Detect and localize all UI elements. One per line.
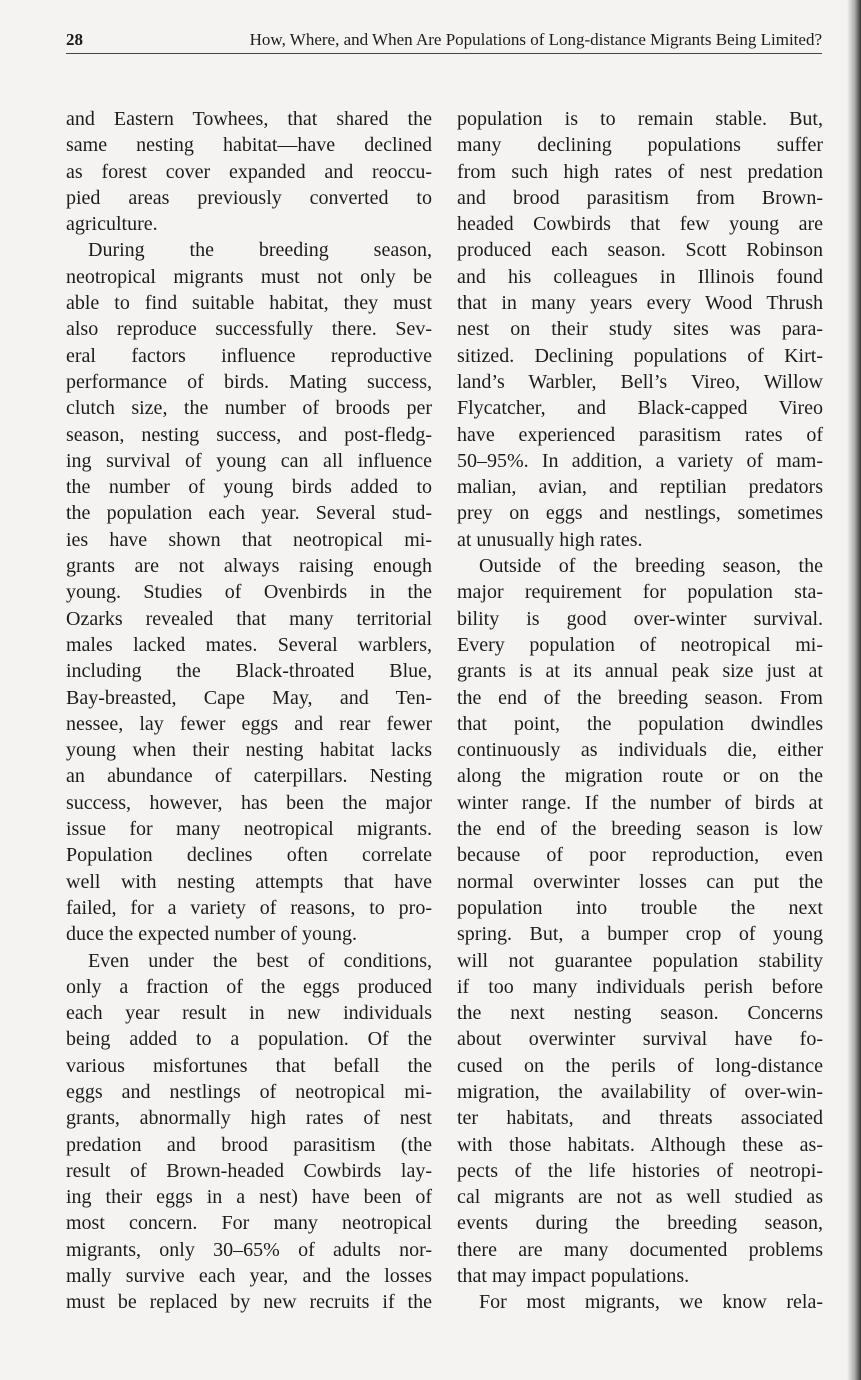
running-title: How, Where, and When Are Populations of Long-distance Migrants Being Limited? — [249, 30, 822, 49]
text-line: produced each season. Scott Robinson — [457, 239, 823, 262]
text-line: Even under the best of conditions, — [88, 949, 432, 972]
text-line: an abundance of caterpillars. Nesting — [66, 765, 432, 788]
text-line: many declining populations suffer — [457, 134, 823, 157]
text-line: Outside of the breeding season, the — [479, 555, 823, 578]
text-line: Every population of neotropical mi- — [457, 633, 823, 656]
text-line: must be replaced by new recruits if the — [66, 1291, 432, 1314]
left-text-column — [66, 106, 432, 1316]
page-edge-shadow — [847, 0, 861, 1380]
text-line: headed Cowbirds that few young are — [457, 213, 823, 236]
text-line: agriculture. — [66, 213, 158, 236]
text-line: same nesting habitat—have declined — [66, 134, 432, 157]
text-line: only a fraction of the eggs produced — [66, 975, 432, 998]
text-line: During the breeding season, — [88, 239, 432, 262]
text-line: mally survive each year, and the losses — [66, 1265, 432, 1288]
text-line: the end of the breeding season. From — [457, 686, 823, 709]
text-line: migration, the availability of over-win- — [457, 1080, 823, 1103]
text-line: that may impact populations. — [457, 1265, 690, 1288]
text-line: sitized. Declining populations of Kirt- — [457, 344, 823, 367]
text-line: neotropical migrants must not only be — [66, 265, 432, 288]
text-line: population into trouble the next — [457, 896, 823, 919]
text-line: from such high rates of nest predation — [457, 160, 823, 183]
text-line: will not guarantee population stability — [457, 949, 823, 972]
text-line: the end of the breeding season is low — [457, 818, 823, 841]
text-line: 50–95%. In addition, a variety of mam- — [457, 449, 823, 472]
text-line: Bay-breasted, Cape May, and Ten- — [66, 686, 432, 709]
text-line: and his colleagues in Illinois found — [457, 265, 823, 288]
text-line: well with nesting attempts that have — [66, 870, 432, 893]
text-line: Population declines often correlate — [66, 844, 432, 867]
text-line: pied areas previously converted to — [66, 186, 432, 209]
text-line: grants are not always raising enough — [66, 555, 432, 578]
text-line: have experienced parasitism rates of — [457, 423, 823, 446]
text-line: ter habitats, and threats associated — [457, 1107, 823, 1130]
text-line: about overwinter survival have fo- — [457, 1028, 823, 1051]
text-line: most concern. For many neotropical — [66, 1212, 432, 1235]
text-line: able to find suitable habitat, they must — [66, 292, 432, 315]
text-line: each year result in new individuals — [66, 1002, 432, 1025]
text-line: Flycatcher, and Black-capped Vireo — [457, 397, 823, 420]
text-line: success, however, has been the major — [66, 791, 432, 814]
text-line: failed, for a variety of reasons, to pro- — [66, 896, 432, 919]
text-line: winter range. If the number of birds at — [457, 791, 823, 814]
text-line: performance of birds. Mating success, — [66, 370, 432, 393]
text-line: For most migrants, we know rela- — [479, 1291, 823, 1314]
text-line: events during the breeding season, — [457, 1212, 823, 1235]
text-line: normal overwinter losses can put the — [457, 870, 823, 893]
text-line: if too many individuals perish before — [457, 975, 823, 998]
text-line: eral factors influence reproductive — [66, 344, 432, 367]
text-line: and Eastern Towhees, that shared the — [66, 108, 432, 130]
text-line: there are many documented problems — [457, 1238, 823, 1261]
text-line: the number of young birds added to — [66, 476, 432, 499]
text-line: with those habitats. Although these as- — [457, 1133, 823, 1156]
text-line: the population each year. Several stud- — [66, 502, 432, 525]
text-line: spring. But, a bumper crop of young — [457, 923, 823, 946]
text-line: grants is at its annual peak size just at — [457, 660, 823, 683]
text-line: and brood parasitism from Brown- — [457, 186, 823, 209]
text-line: because of poor reproduction, even — [457, 844, 823, 867]
text-line: being added to a population. Of the — [66, 1028, 432, 1051]
text-line: migrants, only 30–65% of adults nor- — [66, 1238, 432, 1261]
text-line: major requirement for population sta- — [457, 581, 823, 604]
text-line: also reproduce successfully there. Sev- — [66, 318, 432, 341]
text-line: eggs and nestlings of neotropical mi- — [66, 1080, 432, 1103]
text-line: various misfortunes that befall the — [66, 1054, 432, 1077]
text-line: males lacked mates. Several warblers, — [66, 633, 432, 656]
text-line: pects of the life histories of neotropi- — [457, 1159, 823, 1182]
text-line: nessee, lay fewer eggs and rear fewer — [66, 712, 432, 735]
text-line: nest on their study sites was para- — [457, 318, 823, 341]
text-line: young. Studies of Ovenbirds in the — [66, 581, 432, 604]
running-head — [66, 27, 822, 54]
text-line: grants, abnormally high rates of nest — [66, 1107, 432, 1130]
text-line: land’s Warbler, Bell’s Vireo, Willow — [457, 370, 823, 393]
text-line: ing survival of young can all influence — [66, 449, 432, 472]
text-line: cused on the perils of long-distance — [457, 1054, 823, 1077]
text-line: continuously as individuals die, either — [457, 739, 823, 762]
text-line: issue for many neotropical migrants. — [66, 818, 432, 841]
text-line: at unusually high rates. — [457, 528, 643, 551]
page-number: 28 — [66, 30, 83, 49]
text-line: including the Black-throated Blue, — [66, 660, 432, 683]
text-line: clutch size, the number of broods per — [66, 397, 432, 420]
text-line: that point, the population dwindles — [457, 712, 823, 735]
text-line: bility is good over-winter survival. — [457, 607, 823, 630]
right-text-column — [457, 106, 823, 1316]
text-line: season, nesting success, and post-fledg- — [66, 423, 432, 446]
text-line: Ozarks revealed that many territorial — [66, 607, 432, 630]
text-line: ing their eggs in a nest) have been of — [66, 1186, 432, 1209]
text-line: young when their nesting habitat lacks — [66, 739, 432, 762]
text-line: that in many years every Wood Thrush — [457, 292, 823, 315]
text-line: population is to remain stable. But, — [457, 108, 823, 130]
text-line: along the migration route or on the — [457, 765, 823, 788]
text-line: prey on eggs and nestlings, sometimes — [457, 502, 823, 525]
text-line: ies have shown that neotropical mi- — [66, 528, 432, 551]
text-line: malian, avian, and reptilian predators — [457, 476, 823, 499]
text-line: duce the expected number of young. — [66, 923, 358, 946]
text-line: result of Brown-headed Cowbirds lay- — [66, 1159, 432, 1182]
text-line: the next nesting season. Concerns — [457, 1002, 823, 1025]
text-line: predation and brood parasitism (the — [66, 1133, 432, 1156]
text-line: cal migrants are not as well studied as — [457, 1186, 823, 1209]
text-line: as forest cover expanded and reoccu- — [66, 160, 432, 183]
